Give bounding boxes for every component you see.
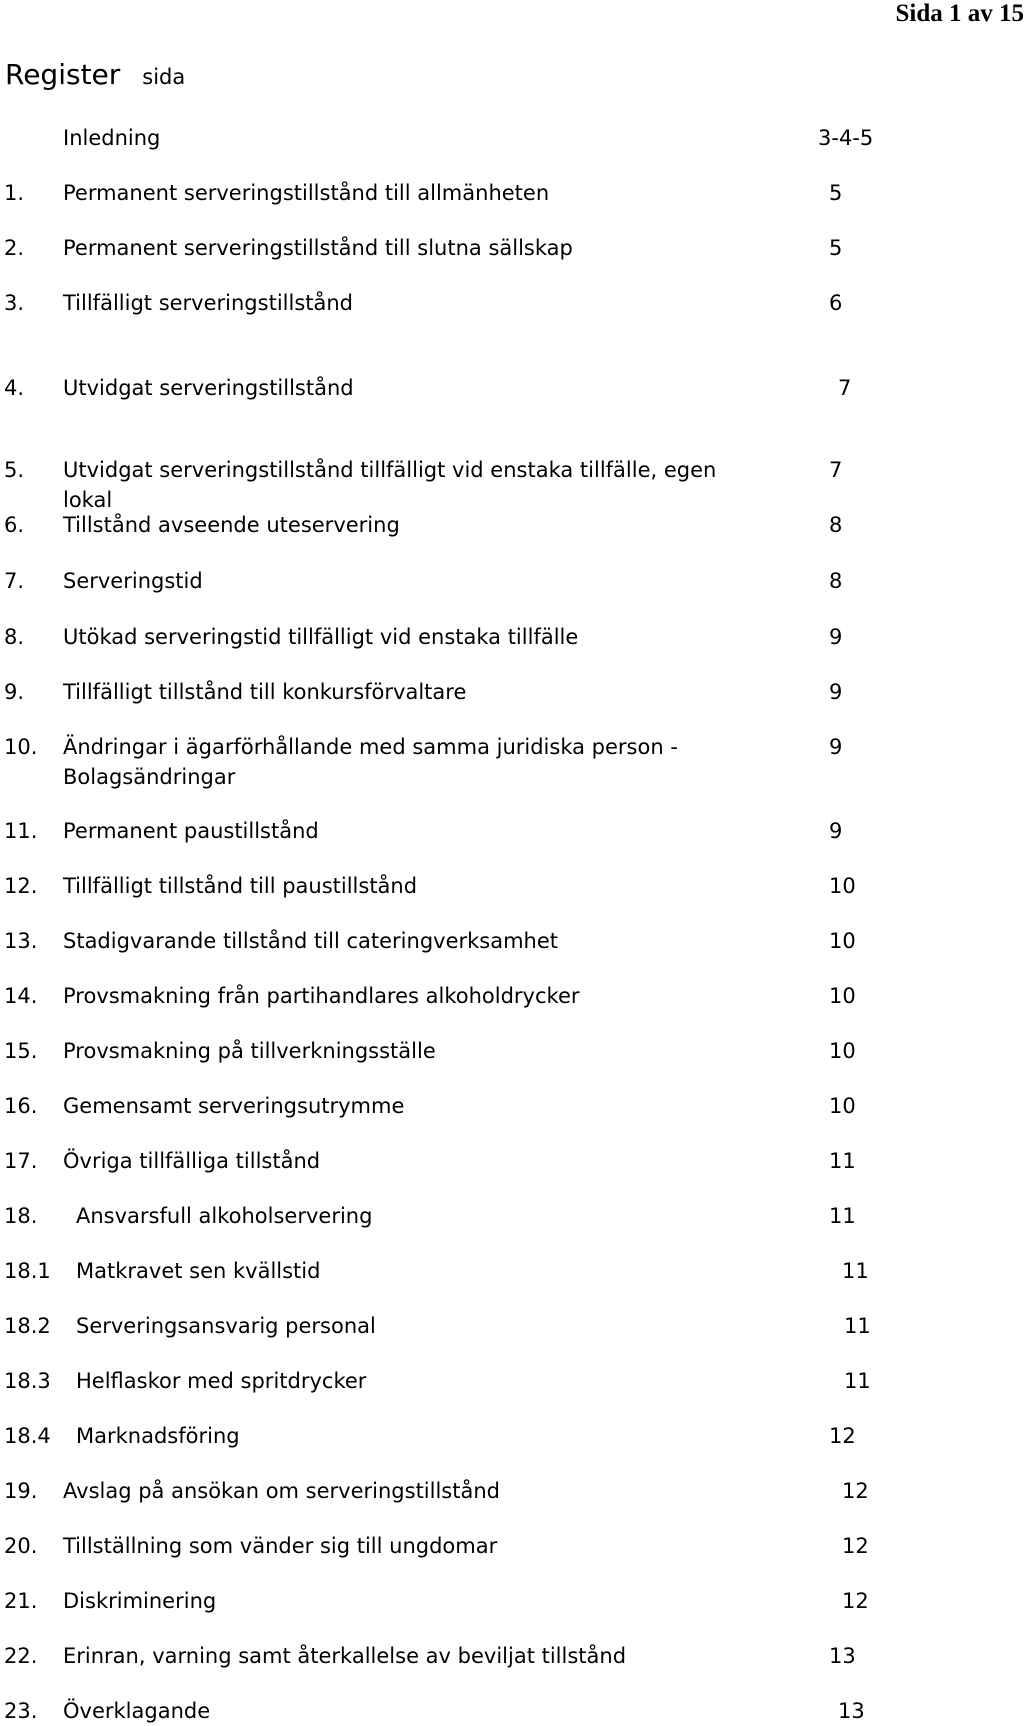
entry-page-number: 8 (829, 569, 843, 593)
entry-number: 15. (4, 1039, 38, 1063)
entry-title: Utökad serveringstid tillfälligt vid enstaka tillfälle (63, 625, 579, 649)
entry-number: 21. (4, 1589, 38, 1613)
page-column-label: sida (142, 65, 186, 89)
entry-title: Stadigvarande tillstånd till cateringverksamhet (63, 929, 559, 953)
entry-title: Provsmakning på tillverkningsställe (63, 1039, 436, 1063)
entry-title: Matkravet sen kvällstid (76, 1259, 321, 1283)
entry-number: 16. (4, 1094, 38, 1118)
entry-number: 18.1 (4, 1259, 51, 1283)
entry-title: Inledning (63, 126, 161, 150)
entry-number: 23. (4, 1699, 38, 1723)
entry-number: 14. (4, 984, 38, 1008)
entry-page-number: 11 (844, 1314, 871, 1338)
entry-number: 3. (4, 291, 25, 315)
register-heading (5, 58, 185, 91)
entry-number: 18.4 (4, 1424, 51, 1448)
entry-title: Gemensamt serveringsutrymme (63, 1094, 405, 1118)
entry-page-number: 13 (838, 1699, 865, 1723)
entry-page-number: 13 (829, 1644, 856, 1668)
entry-number: 18.3 (4, 1369, 51, 1393)
entry-page-number: 10 (829, 1039, 856, 1063)
entry-page-number: 7 (829, 458, 843, 482)
entry-page-number: 10 (829, 984, 856, 1008)
entry-page-number: 11 (842, 1259, 869, 1283)
entry-number: 13. (4, 929, 38, 953)
entry-page-number: 12 (842, 1589, 869, 1613)
entry-title: Tillstånd avseende uteservering (63, 513, 400, 537)
entry-number: 22. (4, 1644, 38, 1668)
entry-title: Provsmakning från partihandlares alkoholdrycker (63, 984, 580, 1008)
entry-number: 19. (4, 1479, 38, 1503)
entry-number: 18.2 (4, 1314, 51, 1338)
entry-page-number: 9 (829, 625, 843, 649)
entry-number: 20. (4, 1534, 38, 1558)
entry-title: Överklagande (63, 1699, 211, 1723)
entry-number: 4. (4, 376, 25, 400)
entry-number: 6. (4, 513, 25, 537)
entry-number: 1. (4, 181, 25, 205)
entry-title: Serveringstid (63, 569, 203, 593)
entry-title: Avslag på ansökan om serveringstillstånd (63, 1479, 500, 1503)
entry-title: Ändringar i ägarförhållande med samma juridiska person - Bolagsändringar (63, 735, 678, 789)
entry-title: Erinran, varning samt återkallelse av beviljat tillstånd (63, 1644, 627, 1668)
entry-page-number: 10 (829, 874, 856, 898)
page-number-header: Sida 1 av 15 (895, 0, 1024, 27)
entry-page-number: 11 (844, 1369, 871, 1393)
entry-number: 8. (4, 625, 25, 649)
register-title: Register (5, 58, 121, 91)
entry-number: 17. (4, 1149, 38, 1173)
entry-number: 18. (4, 1204, 38, 1228)
entry-page-number: 12 (842, 1479, 869, 1503)
entry-title: Helflaskor med spritdrycker (76, 1369, 367, 1393)
entry-title: Tillfälligt tillstånd till paustillstånd (63, 874, 418, 898)
entry-number: 11. (4, 819, 38, 843)
entry-title: Tillställning som vänder sig till ungdomar (63, 1534, 498, 1558)
entry-title: Tillfälligt tillstånd till konkursförvaltare (63, 680, 467, 704)
entry-page-number: 6 (829, 291, 843, 315)
entry-page-number: 9 (829, 819, 843, 843)
entry-page-number: 9 (829, 680, 843, 704)
entry-title: Utvidgat serveringstillstånd tillfälligt vid enstaka tillfälle, egen lokal (63, 458, 717, 512)
entry-page-number: 11 (829, 1204, 856, 1228)
entry-title: Diskriminering (63, 1589, 217, 1613)
entry-page-number: 7 (838, 376, 852, 400)
entry-page-number: 5 (829, 236, 843, 260)
entry-title: Övriga tillfälliga tillstånd (63, 1149, 321, 1173)
entry-number: 7. (4, 569, 25, 593)
entry-number: 9. (4, 680, 25, 704)
entry-title: Ansvarsfull alkoholservering (76, 1204, 373, 1228)
entry-page-number: 8 (829, 513, 843, 537)
entry-title: Marknadsföring (76, 1424, 240, 1448)
entry-number: 5. (4, 458, 25, 482)
entry-number: 2. (4, 236, 25, 260)
entry-page-number: 5 (829, 181, 843, 205)
entry-page-number: 9 (829, 735, 843, 759)
entry-page-number: 12 (829, 1424, 856, 1448)
entry-page-number: 10 (829, 929, 856, 953)
entry-number: 10. (4, 735, 38, 759)
entry-title: Utvidgat serveringstillstånd (63, 376, 354, 400)
entry-title: Permanent serveringstillstånd till allmänheten (63, 181, 550, 205)
entry-page-number: 3-4-5 (818, 126, 874, 150)
entry-title: Tillfälligt serveringstillstånd (63, 291, 354, 315)
entry-title: Permanent paustillstånd (63, 819, 319, 843)
entry-page-number: 11 (829, 1149, 856, 1173)
entry-number: 12. (4, 874, 38, 898)
entry-page-number: 12 (842, 1534, 869, 1558)
entry-title: Permanent serveringstillstånd till slutna sällskap (63, 236, 573, 260)
entry-page-number: 10 (829, 1094, 856, 1118)
entry-title: Serveringsansvarig personal (76, 1314, 376, 1338)
